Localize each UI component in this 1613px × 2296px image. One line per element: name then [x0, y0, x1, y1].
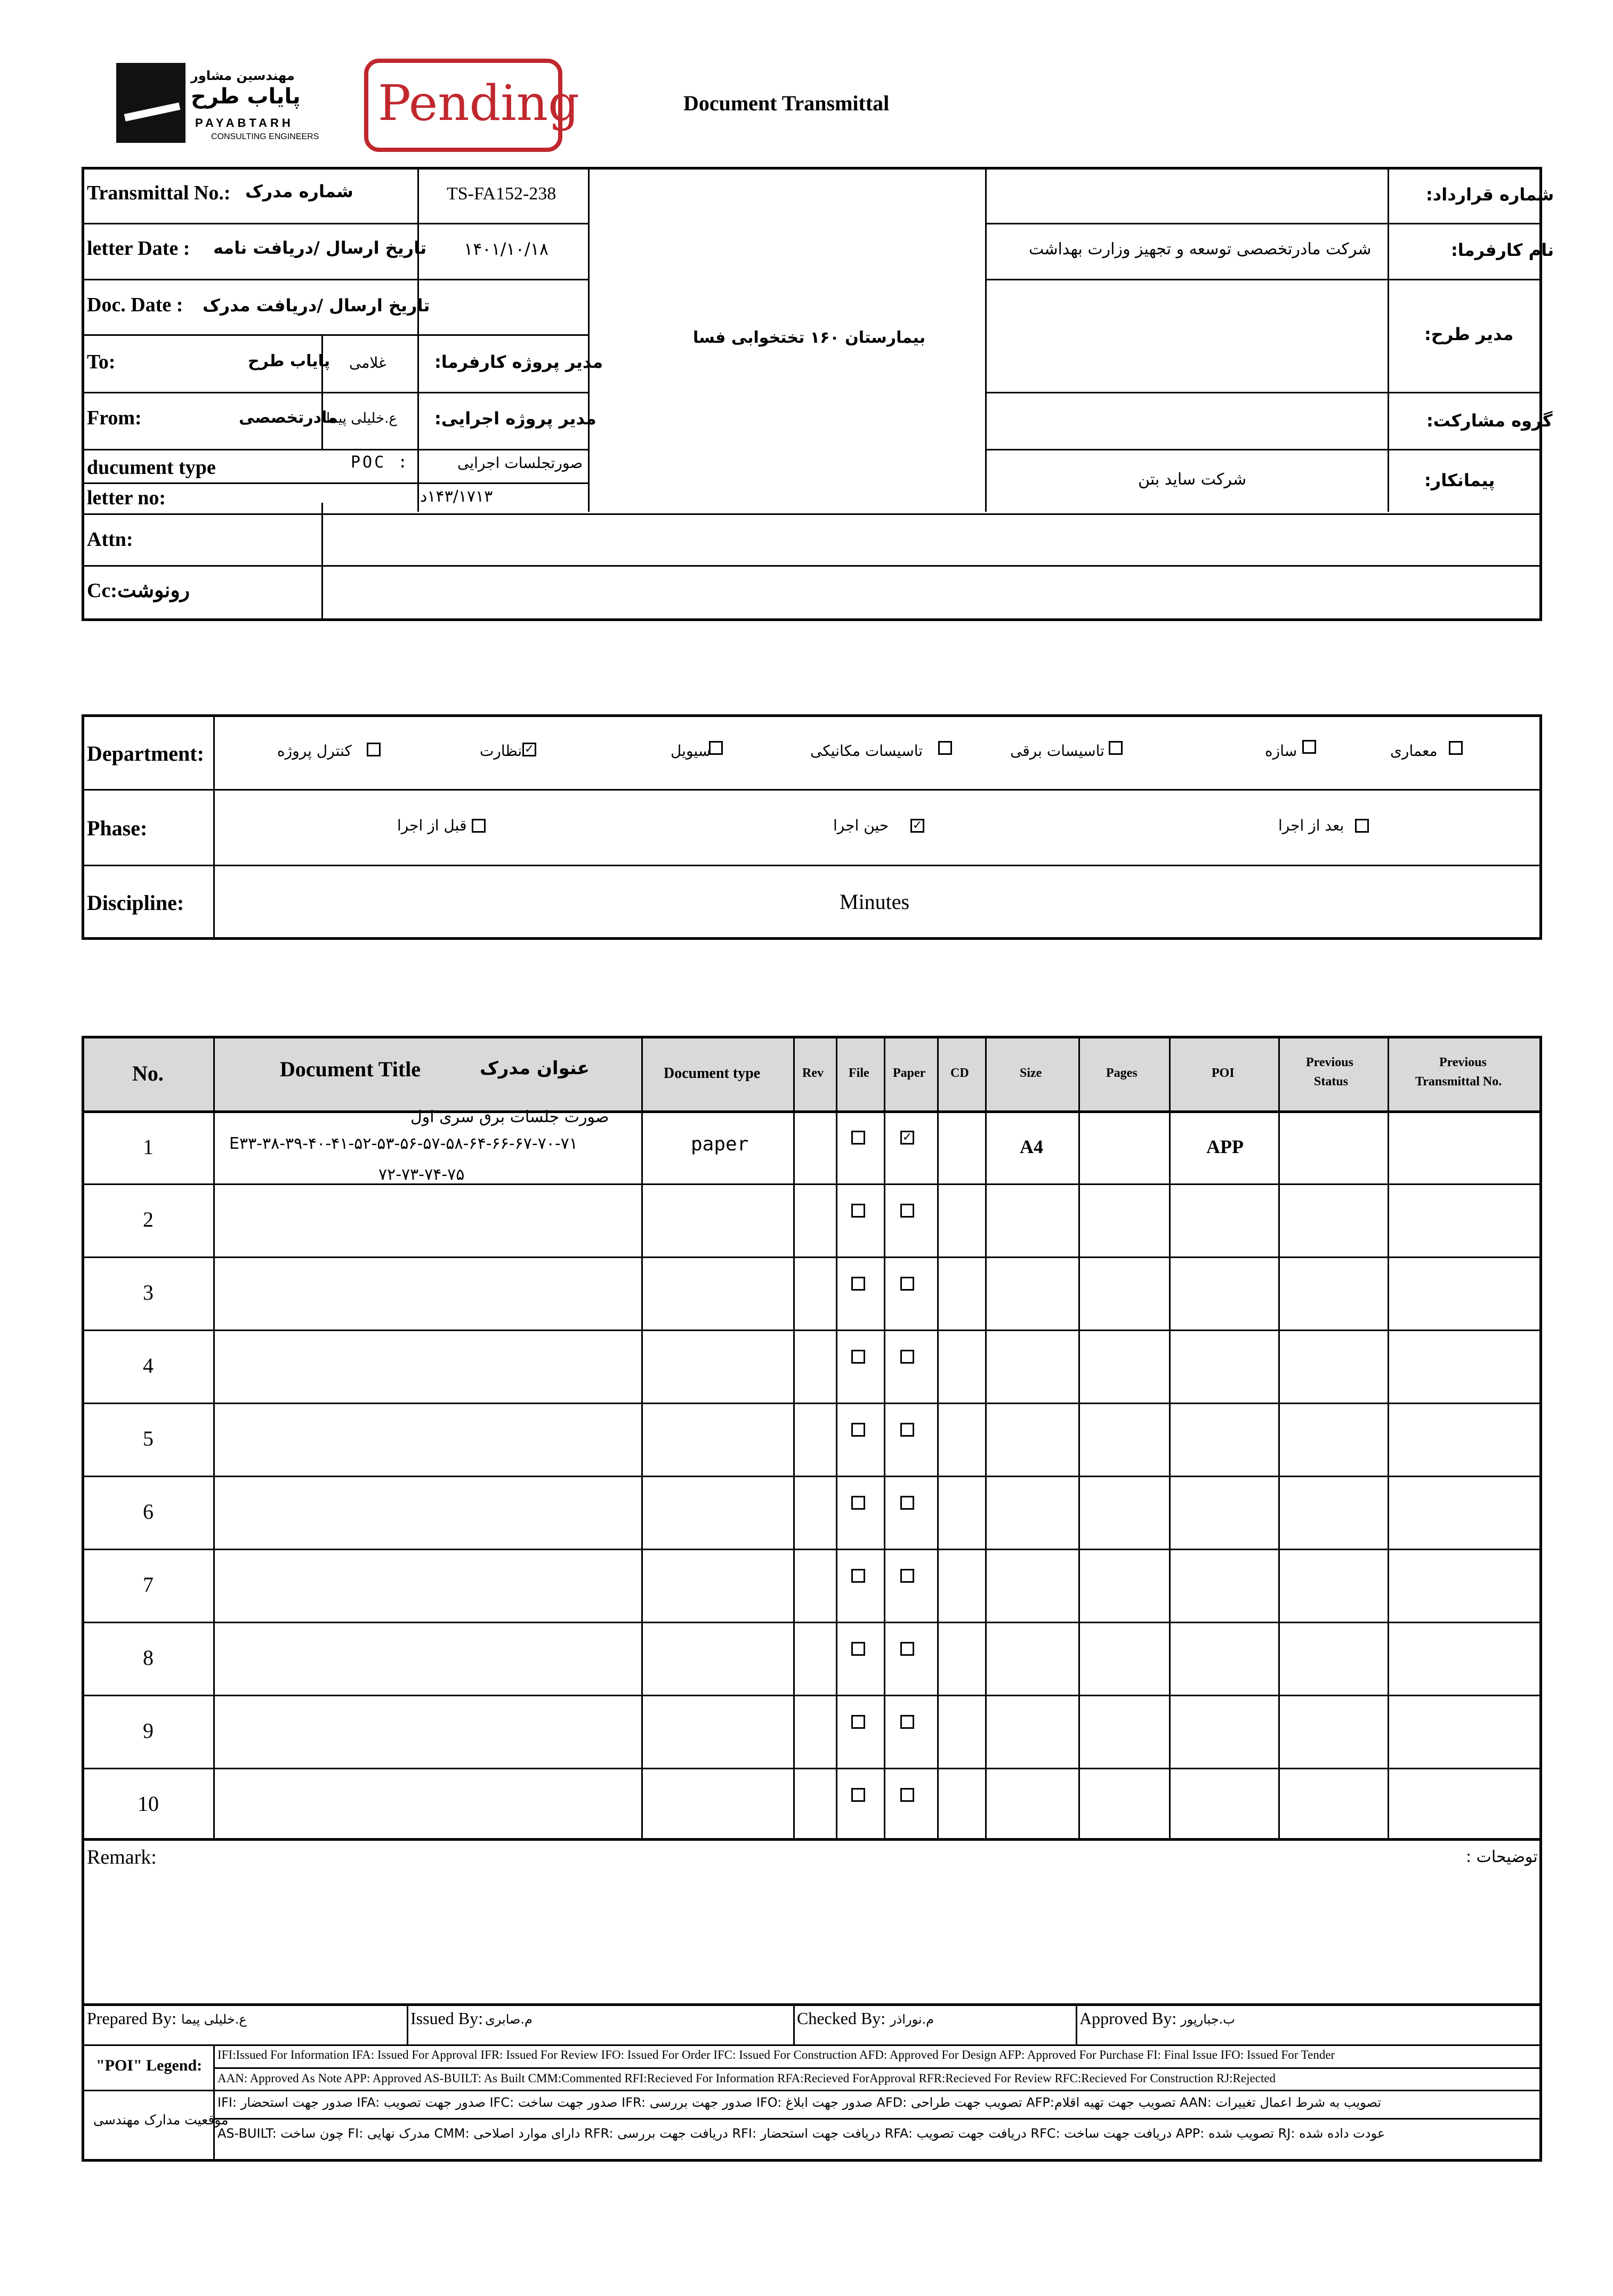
col-header-cd: CD: [950, 1066, 969, 1080]
row-6-no: 6: [143, 1500, 154, 1524]
phase-after-label: بعد از اجرا: [1278, 817, 1344, 834]
department-supervision-checkbox[interactable]: ✓: [522, 743, 536, 756]
document-title: Document Transmittal: [683, 91, 890, 115]
engineering-status-label: موقعیت مدارک مهندسی: [93, 2112, 229, 2128]
logo-company-fa: مهندسین مشاور: [191, 68, 295, 83]
col-header-no: No.: [132, 1061, 164, 1085]
contractor: شرکت ساید بتن: [1138, 470, 1247, 489]
row-6-paper-checkbox[interactable]: [900, 1496, 914, 1510]
employer: شرکت مادرتخصصی توسعه و تجهیز وزارت بهداشت: [1029, 240, 1372, 259]
row-4-no: 4: [143, 1354, 154, 1377]
phase-label: Phase:: [87, 816, 148, 840]
project-name: بیمارستان ۱۶۰ تختخوابی فسا: [693, 328, 925, 347]
department-mechanical-label: تاسیسات مکانیکی: [810, 742, 923, 760]
info-block: [82, 167, 1542, 621]
logo-name-en: PAYABTARH: [195, 116, 294, 130]
issued-by: م.صابری: [485, 2012, 533, 2027]
logo-mark-icon: [116, 63, 186, 143]
doc-type-value: صورتجلسات اجرایی: [457, 454, 583, 472]
employer-label: نام کارفرما:: [1451, 240, 1554, 260]
row-1-title-line-1: صورت جلسات برق سری اول: [410, 1108, 609, 1126]
col-header-paper: Paper: [893, 1066, 926, 1080]
prepared-by-label: Prepared By:: [87, 2009, 176, 2028]
row-3-file-checkbox[interactable]: [851, 1277, 865, 1291]
row-1-file-checkbox[interactable]: [851, 1131, 865, 1145]
row-2-no: 2: [143, 1207, 154, 1231]
row-5-file-checkbox[interactable]: [851, 1423, 865, 1437]
phase-after-checkbox[interactable]: [1355, 819, 1369, 833]
doc-type-label: ducument type: [87, 456, 216, 479]
contractor-label: پیمانکار:: [1424, 470, 1495, 490]
approved-by-label: Approved By:: [1079, 2009, 1177, 2028]
letter-date-label-fa: تاریخ ارسال /دریافت نامه: [213, 238, 427, 258]
company-logo: [116, 63, 319, 148]
prepared-by: ع.خلیلی پیما: [181, 2012, 247, 2027]
transmittal-no-label: Transmittal No.:: [87, 182, 231, 204]
from-value: مادرتخصصی: [239, 408, 337, 427]
remark-label: Remark:: [87, 1846, 157, 1868]
transmittal-no-label-fa: شماره مدرک: [245, 181, 353, 202]
row-1-no: 1: [143, 1135, 154, 1159]
department-architecture-checkbox[interactable]: [1449, 741, 1463, 755]
row-5-no: 5: [143, 1427, 154, 1451]
doc-type-code: POC :: [351, 453, 410, 472]
department-supervision-label: نظارت: [480, 742, 522, 760]
row-10-no: 10: [138, 1792, 159, 1816]
department-electrical-checkbox[interactable]: [1109, 741, 1123, 755]
row-1-title-line-3: ۷۲-۷۳-۷۴-۷۵: [378, 1165, 465, 1184]
exec-pm-label: مدیر پروژه اجرایی:: [434, 408, 596, 429]
pending-stamp-text: Pending: [378, 75, 579, 132]
from-label: From:: [87, 407, 142, 429]
department-architecture-label: معماری: [1390, 742, 1438, 760]
legend-line-3: IFI: صدور جهت استحضار IFA: صدور جهت تصویب IFC: صدور جهت ساخت IFR: صدور جهت بررسی IFO: صدور جهت ابلاغ AFD: تصویب جهت طراحی AFP:تصویب جهت تهیه اقلام AAN: تصویب به شرط اعمال تغییرات: [217, 2095, 1382, 2110]
phase-during-checkbox[interactable]: ✓: [910, 819, 924, 833]
checked-by-label: Checked By:: [797, 2009, 886, 2028]
col-header-prev-status-2: Status: [1314, 1075, 1349, 1089]
logo-sub-en: CONSULTING ENGINEERS: [211, 132, 319, 141]
row-3-no: 3: [143, 1280, 154, 1304]
row-4-paper-checkbox[interactable]: [900, 1350, 914, 1364]
doc-date-label-fa: تاریخ ارسال /دریافت مدرک: [203, 295, 430, 316]
legend-line-2: AAN: Approved As Note APP: Approved AS-BUILT: As Built CMM:Commented RFI:Recieved For Information RFA:Recieved ForApproval RFR:Recieved For Review RFC:Recieved For Construction RJ:Rejected: [217, 2072, 1276, 2085]
doc-date-label: Doc. Date :: [87, 294, 183, 316]
row-2-file-checkbox[interactable]: [851, 1204, 865, 1218]
discipline-label: Discipline:: [87, 891, 184, 915]
poi-legend-label: "POI" Legend:: [96, 2057, 203, 2074]
row-9-no: 9: [143, 1719, 154, 1743]
phase-during-label: حین اجرا: [833, 817, 889, 834]
to-value: پایاب طرح: [248, 352, 330, 370]
row-1-doc-type: paper: [691, 1133, 749, 1155]
row-1-poi: APP: [1206, 1136, 1244, 1157]
row-7-file-checkbox[interactable]: [851, 1569, 865, 1583]
row-1-size: A4: [1020, 1136, 1043, 1157]
col-header-prev-trans-1: Previous: [1439, 1056, 1487, 1069]
row-7-no: 7: [143, 1573, 154, 1597]
row-5-paper-checkbox[interactable]: [900, 1423, 914, 1437]
row-8-file-checkbox[interactable]: [851, 1642, 865, 1656]
designer-label: مدیر طرح:: [1424, 324, 1514, 344]
row-1-title-line-2: E۳۳-۳۸-۳۹-۴۰-۴۱-۵۲-۵۳-۵۶-۵۷-۵۸-۶۴-۶۶-۶۷-۷۰-۷۱: [229, 1134, 578, 1153]
pending-stamp: [364, 59, 579, 152]
department-civil-checkbox[interactable]: [709, 741, 723, 755]
col-header-prev-status-1: Previous: [1306, 1056, 1353, 1069]
row-8-paper-checkbox[interactable]: [900, 1642, 914, 1656]
row-6-file-checkbox[interactable]: [851, 1496, 865, 1510]
row-1-paper-checkbox[interactable]: ✓: [900, 1131, 914, 1145]
discipline-value: Minutes: [840, 890, 910, 914]
document-table: [82, 1036, 1542, 1841]
cc-label: Cc:رونوشت: [87, 579, 190, 602]
legend-line-4: AS-BUILT: چون ساخت FI: مدرک نهایی CMM: دارای موارد اصلاحی RFR: دریافت جهت بررسی RFI: دریافت جهت استحضار RFA: دریافت جهت تصویب RFC: دریافت جهت ساخت APP: تصویب شده RJ: عودت داده شده: [217, 2126, 1385, 2141]
row-8-no: 8: [143, 1646, 154, 1670]
to-person: غلامی: [349, 354, 386, 372]
phase-before-checkbox[interactable]: [472, 819, 486, 833]
department-structure-checkbox[interactable]: [1302, 740, 1316, 754]
col-header-doc-type: Document type: [664, 1065, 761, 1082]
row-7-paper-checkbox[interactable]: [900, 1569, 914, 1583]
department-civil-label: سیویل: [671, 742, 711, 760]
col-header-size: Size: [1020, 1066, 1042, 1080]
issued-by-label: Issued By:: [410, 2009, 483, 2028]
col-header-prev-trans-2: Transmittal No.: [1415, 1075, 1502, 1089]
letter-date: ۱۴۰۱/۱۰/۱۸: [464, 239, 549, 259]
row-10-paper-checkbox[interactable]: [900, 1788, 914, 1802]
client-pm-label: مدیر پروژه کارفرما:: [434, 352, 603, 372]
remark-block: [82, 1838, 1542, 2162]
row-4-file-checkbox[interactable]: [851, 1350, 865, 1364]
col-header-title: Document Title: [280, 1057, 421, 1081]
row-9-file-checkbox[interactable]: [851, 1715, 865, 1729]
col-header-rev: Rev: [802, 1066, 824, 1080]
approved-by: ب.جبارپور: [1181, 2012, 1235, 2027]
phase-before-label: قبل از اجرا: [397, 817, 467, 834]
letter-no: ۱۴۳/۱۷۱۳د: [420, 487, 493, 506]
to-label: To:: [87, 351, 116, 373]
logo-name-fa: پایاب طرح: [191, 84, 301, 109]
col-header-poi: POI: [1212, 1066, 1235, 1080]
contract-no-label: شماره قرارداد:: [1426, 184, 1554, 205]
from-person: ع.خلیلی پیما: [326, 410, 397, 426]
department-project-control-checkbox[interactable]: [367, 743, 381, 756]
department-structure-label: سازه: [1265, 742, 1297, 760]
checked-by: م.نوراذر: [890, 2012, 934, 2027]
row-2-paper-checkbox[interactable]: [900, 1204, 914, 1218]
col-header-title-fa: عنوان مدرک: [480, 1058, 590, 1079]
attn-label: Attn:: [87, 528, 133, 551]
department-electrical-label: تاسیسات برقی: [1010, 742, 1104, 760]
legend-line-1: IFI:Issued For Information IFA: Issued For Approval IFR: Issued For Review IFO: Issued For Order IFC: Issued For Construction AFD: Approved For Design AFP: Approved For Purchase FI: Final Issue IFO: Issued For Tender: [217, 2048, 1335, 2061]
row-3-paper-checkbox[interactable]: [900, 1277, 914, 1291]
col-header-pages: Pages: [1106, 1066, 1138, 1080]
letter-date-label: letter Date :: [87, 237, 190, 260]
row-9-paper-checkbox[interactable]: [900, 1715, 914, 1729]
department-mechanical-checkbox[interactable]: [938, 741, 952, 755]
remark-label-fa: توضیحات :: [1466, 1848, 1538, 1866]
letter-no-label: letter no:: [87, 487, 166, 509]
col-header-file: File: [849, 1066, 869, 1080]
transmittal-no: TS-FA152-238: [447, 184, 557, 204]
row-10-file-checkbox[interactable]: [851, 1788, 865, 1802]
partner-label: گروه مشارکت:: [1426, 410, 1553, 431]
department-project-control-label: کنترل پروژه: [277, 742, 352, 760]
department-label: Department:: [87, 742, 204, 766]
